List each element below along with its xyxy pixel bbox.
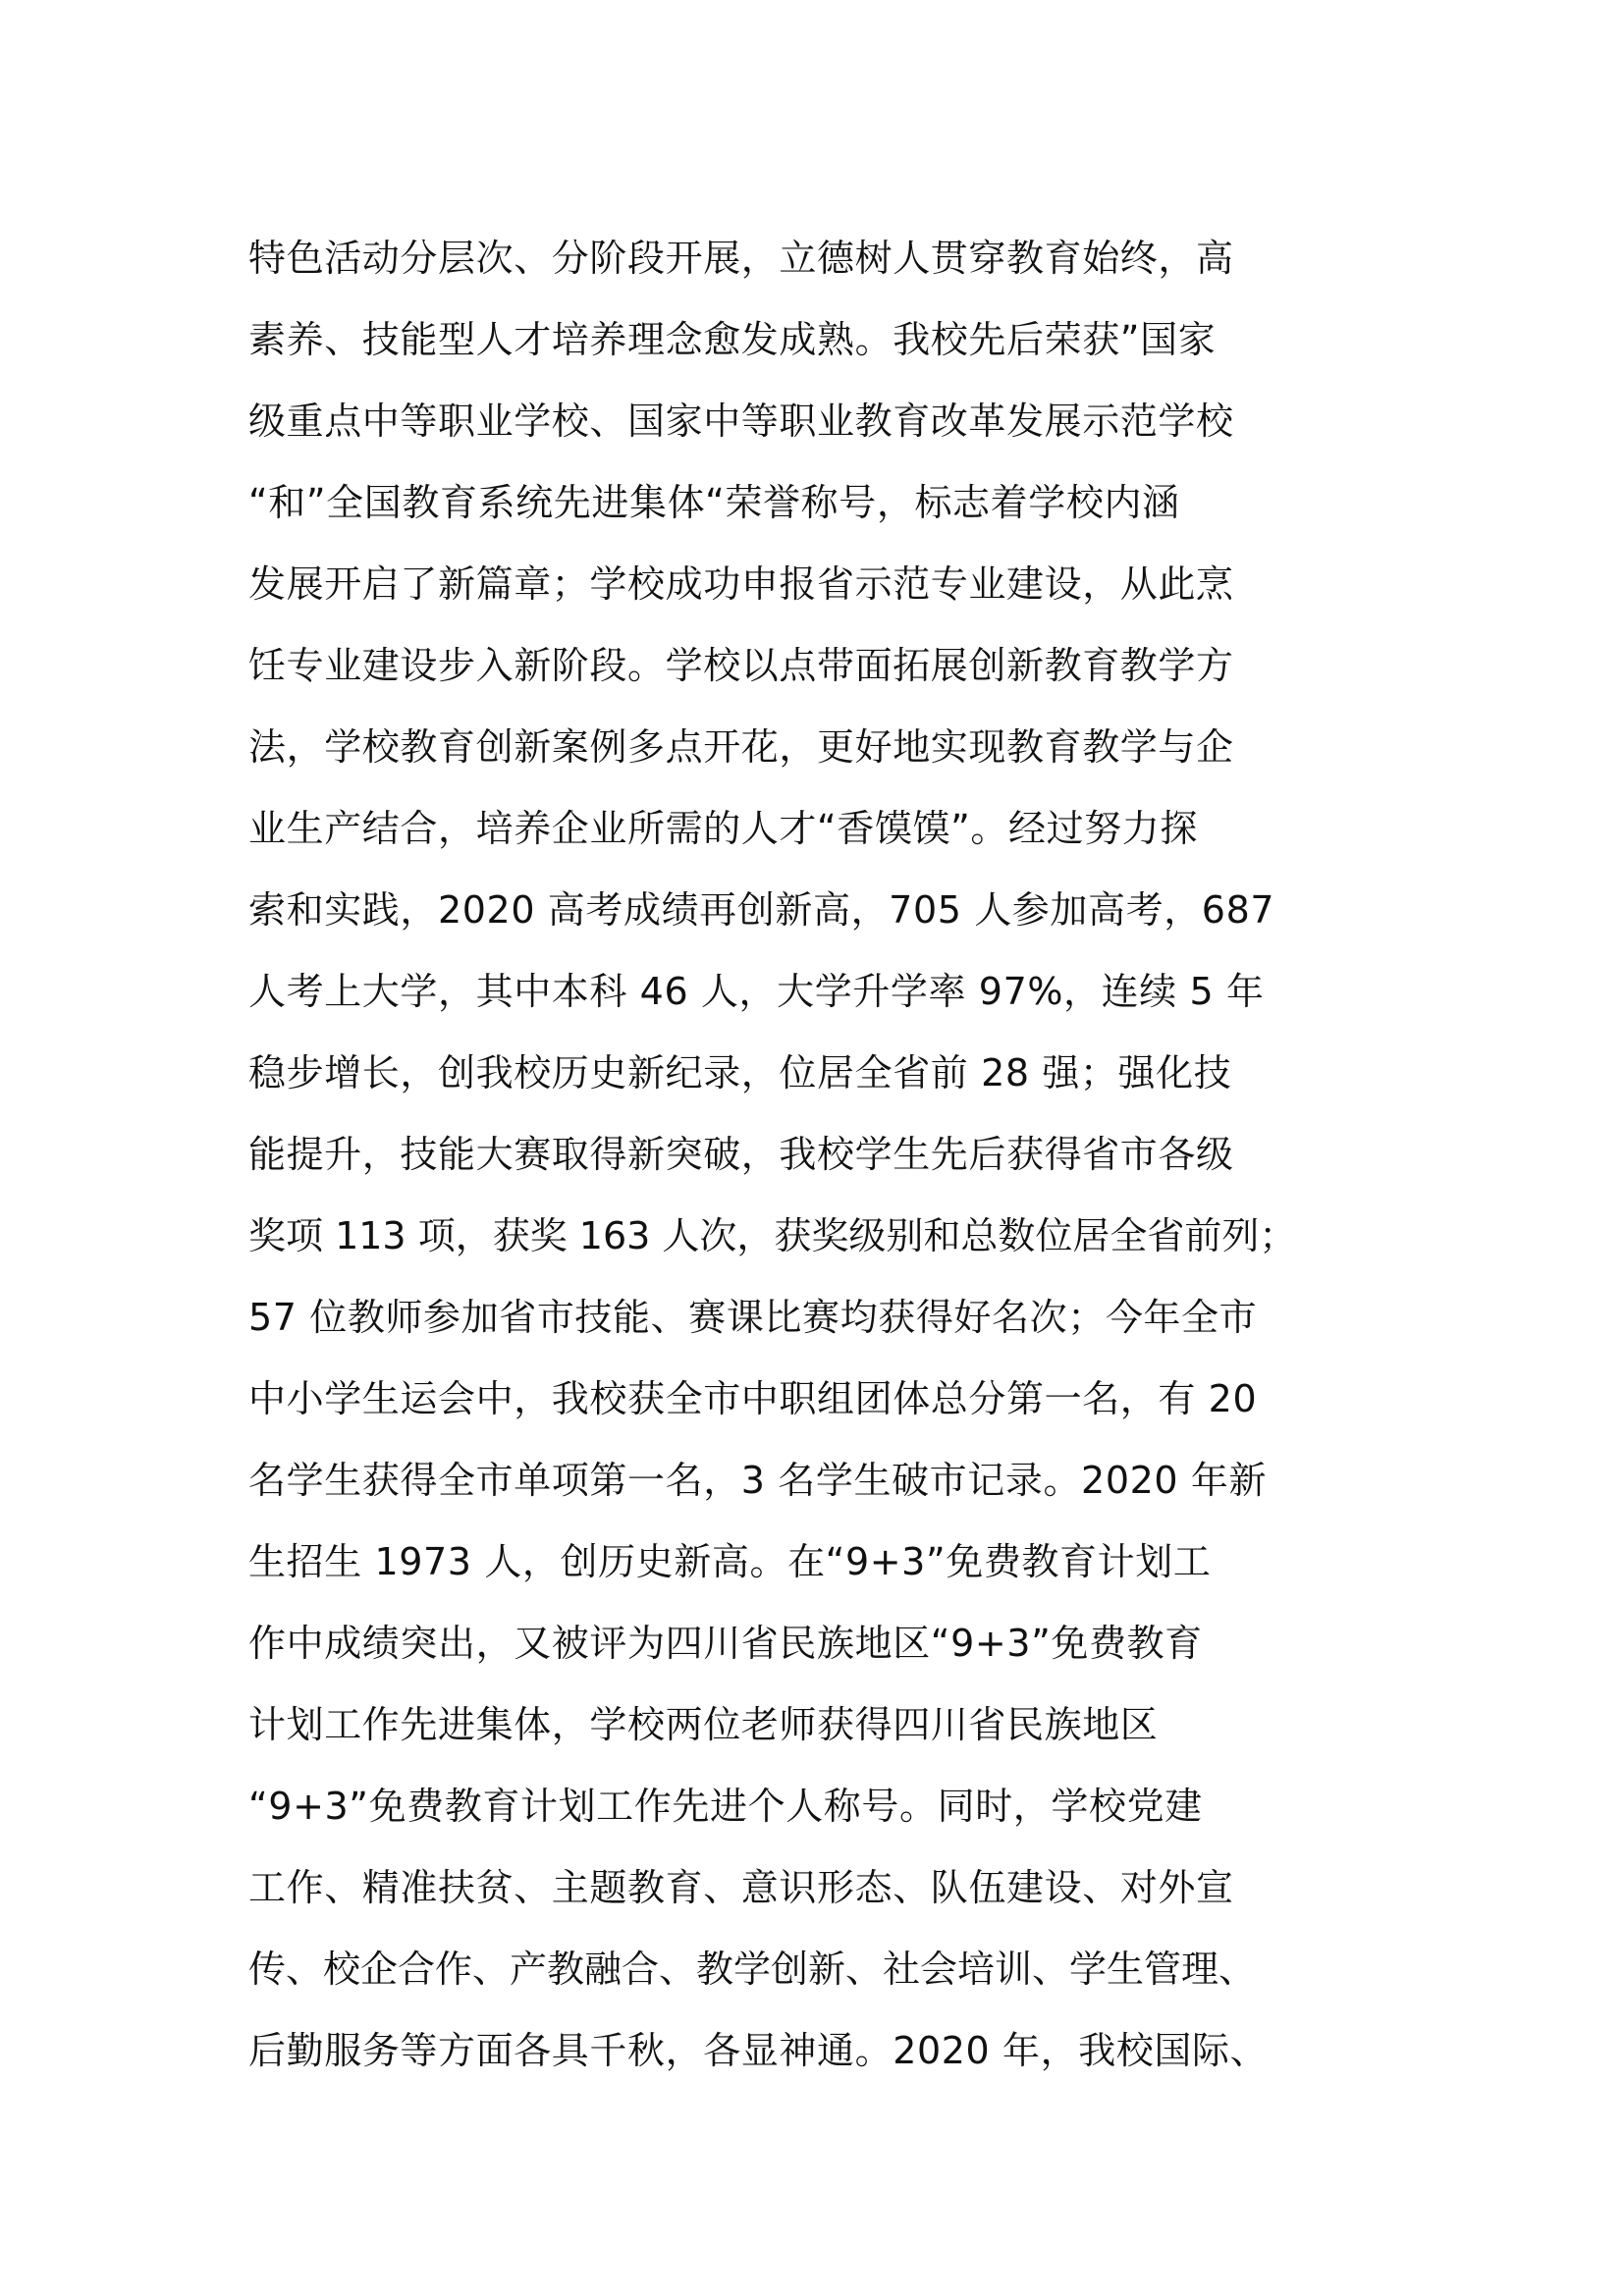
text-line: 素养、技能型人才培养理念愈发成熟。我校先后荣获”国家 xyxy=(248,318,1217,361)
text-line: 能提升，技能大赛取得新突破，我校学生先后获得省市各级 xyxy=(248,1133,1234,1176)
text-line: 中小学生运会中，我校获全市中职组团体总分第一名，有 20 xyxy=(248,1377,1258,1420)
text-line: 发展开启了新篇章；学校成功申报省示范专业建设，从此烹 xyxy=(248,562,1234,606)
text-line: 名学生获得全市单项第一名，3 名学生破市记录。2020 年新 xyxy=(248,1459,1268,1502)
text-line: 计划工作先进集体，学校两位老师获得四川省民族地区 xyxy=(248,1703,1159,1746)
text-line: 57 位教师参加省市技能、赛课比赛均获得好名次；今年全市 xyxy=(248,1296,1258,1339)
text-line: 特色活动分层次、分阶段开展，立德树人贯穿教育始终，高 xyxy=(248,237,1234,280)
text-line: 人考上大学，其中本科 46 人，大学升学率 97%，连续 5 年 xyxy=(248,970,1265,1013)
text-line: 后勤服务等方面各具千秋，各显神通。2020 年，我校国际、 xyxy=(248,2029,1269,2072)
text-line: 法，学校教育创新案例多点开花，更好地实现教育教学与企 xyxy=(248,725,1234,769)
text-line: 级重点中等职业学校、国家中等职业教育改革发展示范学校 xyxy=(248,400,1234,443)
text-line: 生招生 1973 人，创历史新高。在“9+3”免费教育计划工 xyxy=(248,1540,1212,1583)
text-line: 奖项 113 项，获奖 163 人次，获奖级别和总数位居全省前列； xyxy=(248,1214,1297,1257)
body-paragraph xyxy=(248,218,1387,2092)
text-line: 作中成绩突出，又被评为四川省民族地区“9+3”免费教育 xyxy=(248,1622,1203,1665)
text-line: 稳步增长，创我校历史新纪录，位居全省前 28 强；强化技 xyxy=(248,1051,1232,1095)
text-line: 传、校企合作、产教融合、教学创新、社会培训、学生管理、 xyxy=(248,1948,1257,1991)
text-line: “9+3”免费教育计划工作先进个人称号。同时，学校党建 xyxy=(248,1785,1203,1828)
text-line: 工作、精准扶贫、主题教育、意识形态、队伍建设、对外宣 xyxy=(248,1866,1234,1909)
text-line: 索和实践，2020 高考成绩再创新高，705 人参加高考，687 xyxy=(248,888,1275,932)
text-line: 业生产结合，培养企业所需的人才“香馍馍”。经过努力探 xyxy=(248,807,1198,850)
text-line: “和”全国教育系统先进集体“荣誉称号，标志着学校内涵 xyxy=(248,481,1180,524)
text-line: 饪专业建设步入新阶段。学校以点带面拓展创新教育教学方 xyxy=(248,644,1234,687)
